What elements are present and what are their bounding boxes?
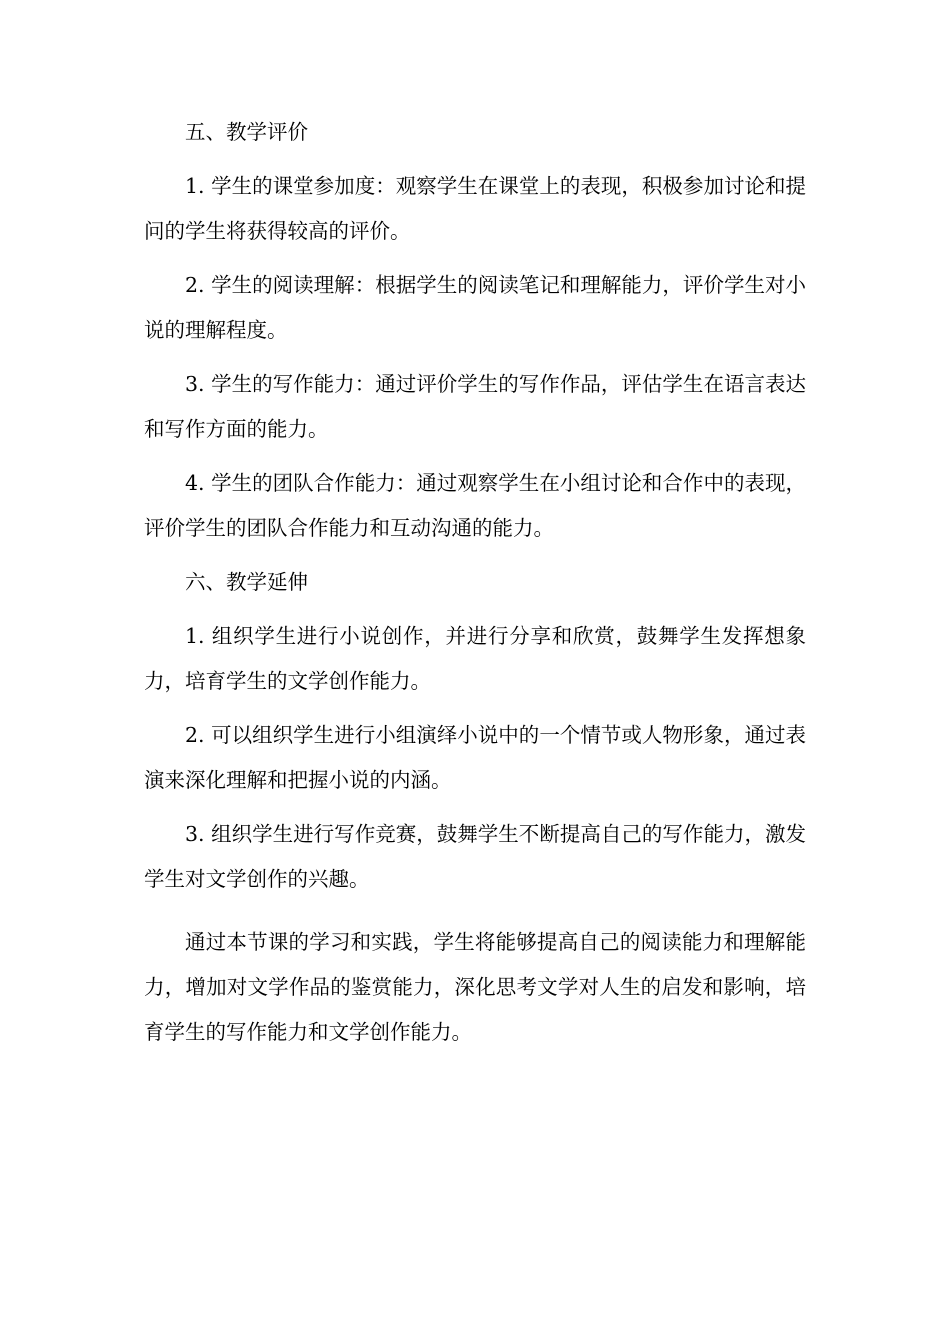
section-heading-teaching-extension: 六、教学延伸 <box>185 570 308 594</box>
document-page <box>144 110 806 1064</box>
conclusion-paragraph: 通过本节课的学习和实践，学生将能够提高自己的阅读能力和理解能力，增加对文学作品的鉴赏能力，深化思考文学对人生的启发和影响，培育学生的写作能力和文学创作能力。 <box>144 930 806 1044</box>
evaluation-item-1: 1. 学生的课堂参加度：观察学生在课堂上的表现，积极参加讨论和提问的学生将获得较高的评价。 <box>144 174 806 243</box>
extension-item-1: 1. 组织学生进行小说创作，并进行分享和欣赏，鼓舞学生发挥想象力，培育学生的文学创作能力。 <box>144 624 806 693</box>
evaluation-item-2: 2. 学生的阅读理解：根据学生的阅读笔记和理解能力，评价学生对小说的理解程度。 <box>144 273 806 342</box>
evaluation-item-3: 3. 学生的写作能力：通过评价学生的写作作品，评估学生在语言表达和写作方面的能力。 <box>144 372 806 441</box>
extension-item-2: 2. 可以组织学生进行小组演绎小说中的一个情节或人物形象，通过表演来深化理解和把握小说的内涵。 <box>144 723 806 792</box>
extension-item-3: 3. 组织学生进行写作竞赛，鼓舞学生不断提高自己的写作能力，激发学生对文学创作的兴趣。 <box>144 822 806 891</box>
section-heading-teaching-evaluation: 五、教学评价 <box>185 120 308 144</box>
evaluation-item-4: 4. 学生的团队合作能力：通过观察学生在小组讨论和合作中的表现，评价学生的团队合作能力和互动沟通的能力。 <box>144 471 806 540</box>
